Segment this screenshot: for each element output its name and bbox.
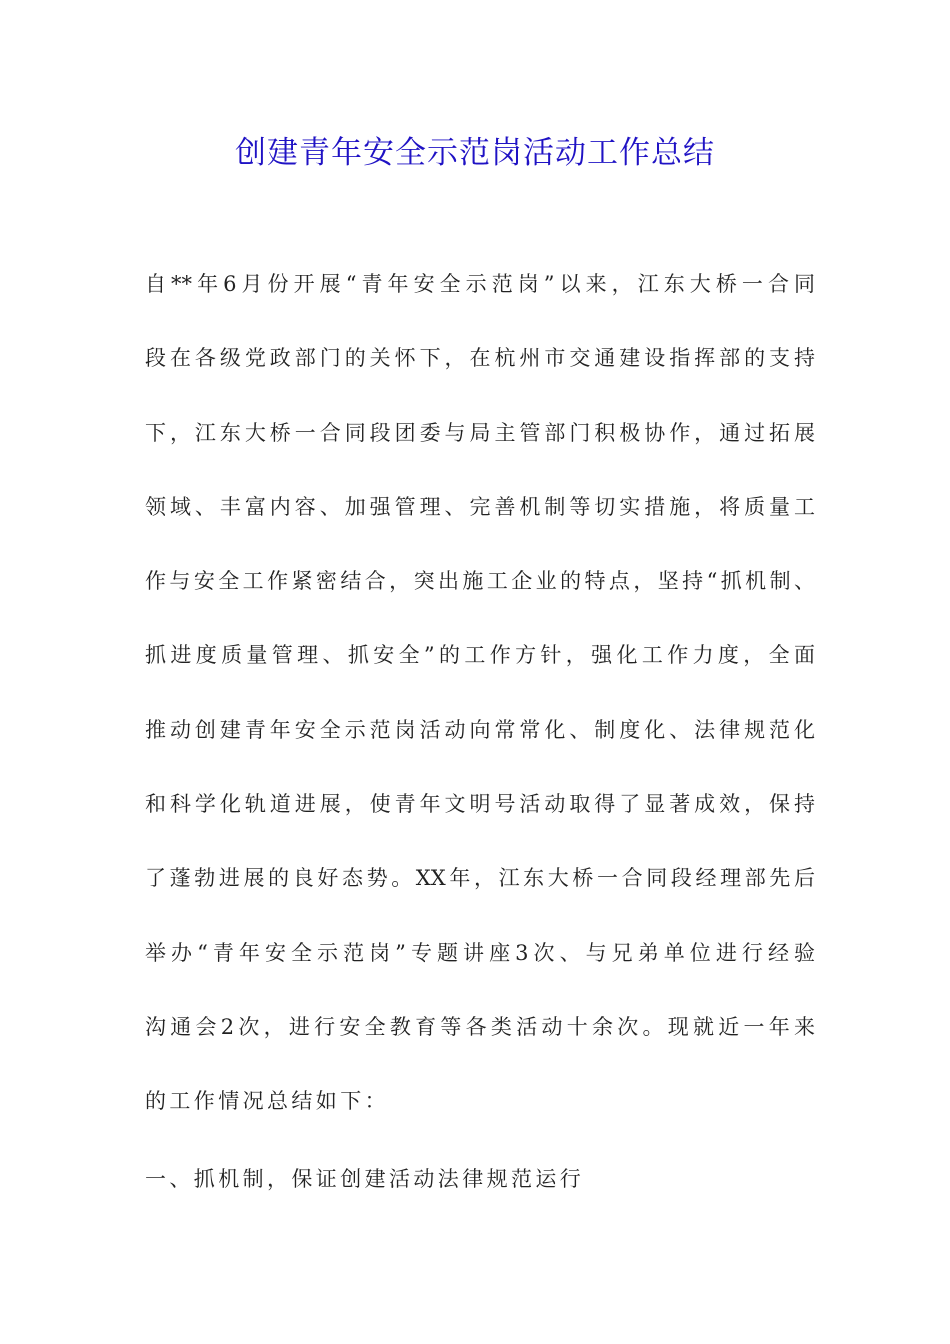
- paragraph-line: 沟通会2次，进行安全教育等各类活动十余次。现就近一年来: [145, 1014, 815, 1039]
- paragraph-line: 和科学化轨道进展，使青年文明号活动取得了显著成效，保持: [145, 792, 815, 817]
- paragraph-line: 下，江东大桥一合同段团委与局主管部门积极协作，通过拓展: [145, 420, 815, 445]
- paragraph-line-last: 的工作情况总结如下：: [145, 1089, 389, 1114]
- document-title: 创建青年安全示范岗活动工作总结: [235, 135, 715, 171]
- section-heading: 一、抓机制，保证创建活动法律规范运行: [145, 1167, 585, 1191]
- paragraph-line: 领域、丰富内容、加强管理、完善机制等切实措施，将质量工: [145, 494, 815, 519]
- paragraph-line: 自**年6月份开展“青年安全示范岗”以来，江东大桥一合同: [145, 272, 815, 296]
- paragraph-line: 了蓬勃进展的良好态势。XX年，江东大桥一合同段经理部先后: [145, 866, 815, 891]
- intro-paragraph: [145, 262, 815, 1154]
- paragraph-line: 抓进度质量管理、抓安全”的工作方针，强化工作力度，全面: [145, 643, 815, 668]
- paragraph-line: 推动创建青年安全示范岗活动向常常化、制度化、法律规范化: [145, 717, 815, 742]
- paragraph-line: 举办“青年安全示范岗”专题讲座3次、与兄弟单位进行经验: [145, 940, 815, 965]
- paragraph-line: 作与安全工作紧密结合，突出施工企业的特点，坚持“抓机制、: [145, 569, 815, 594]
- paragraph-line: 段在各级党政部门的关怀下，在杭州市交通建设指挥部的支持: [145, 346, 815, 371]
